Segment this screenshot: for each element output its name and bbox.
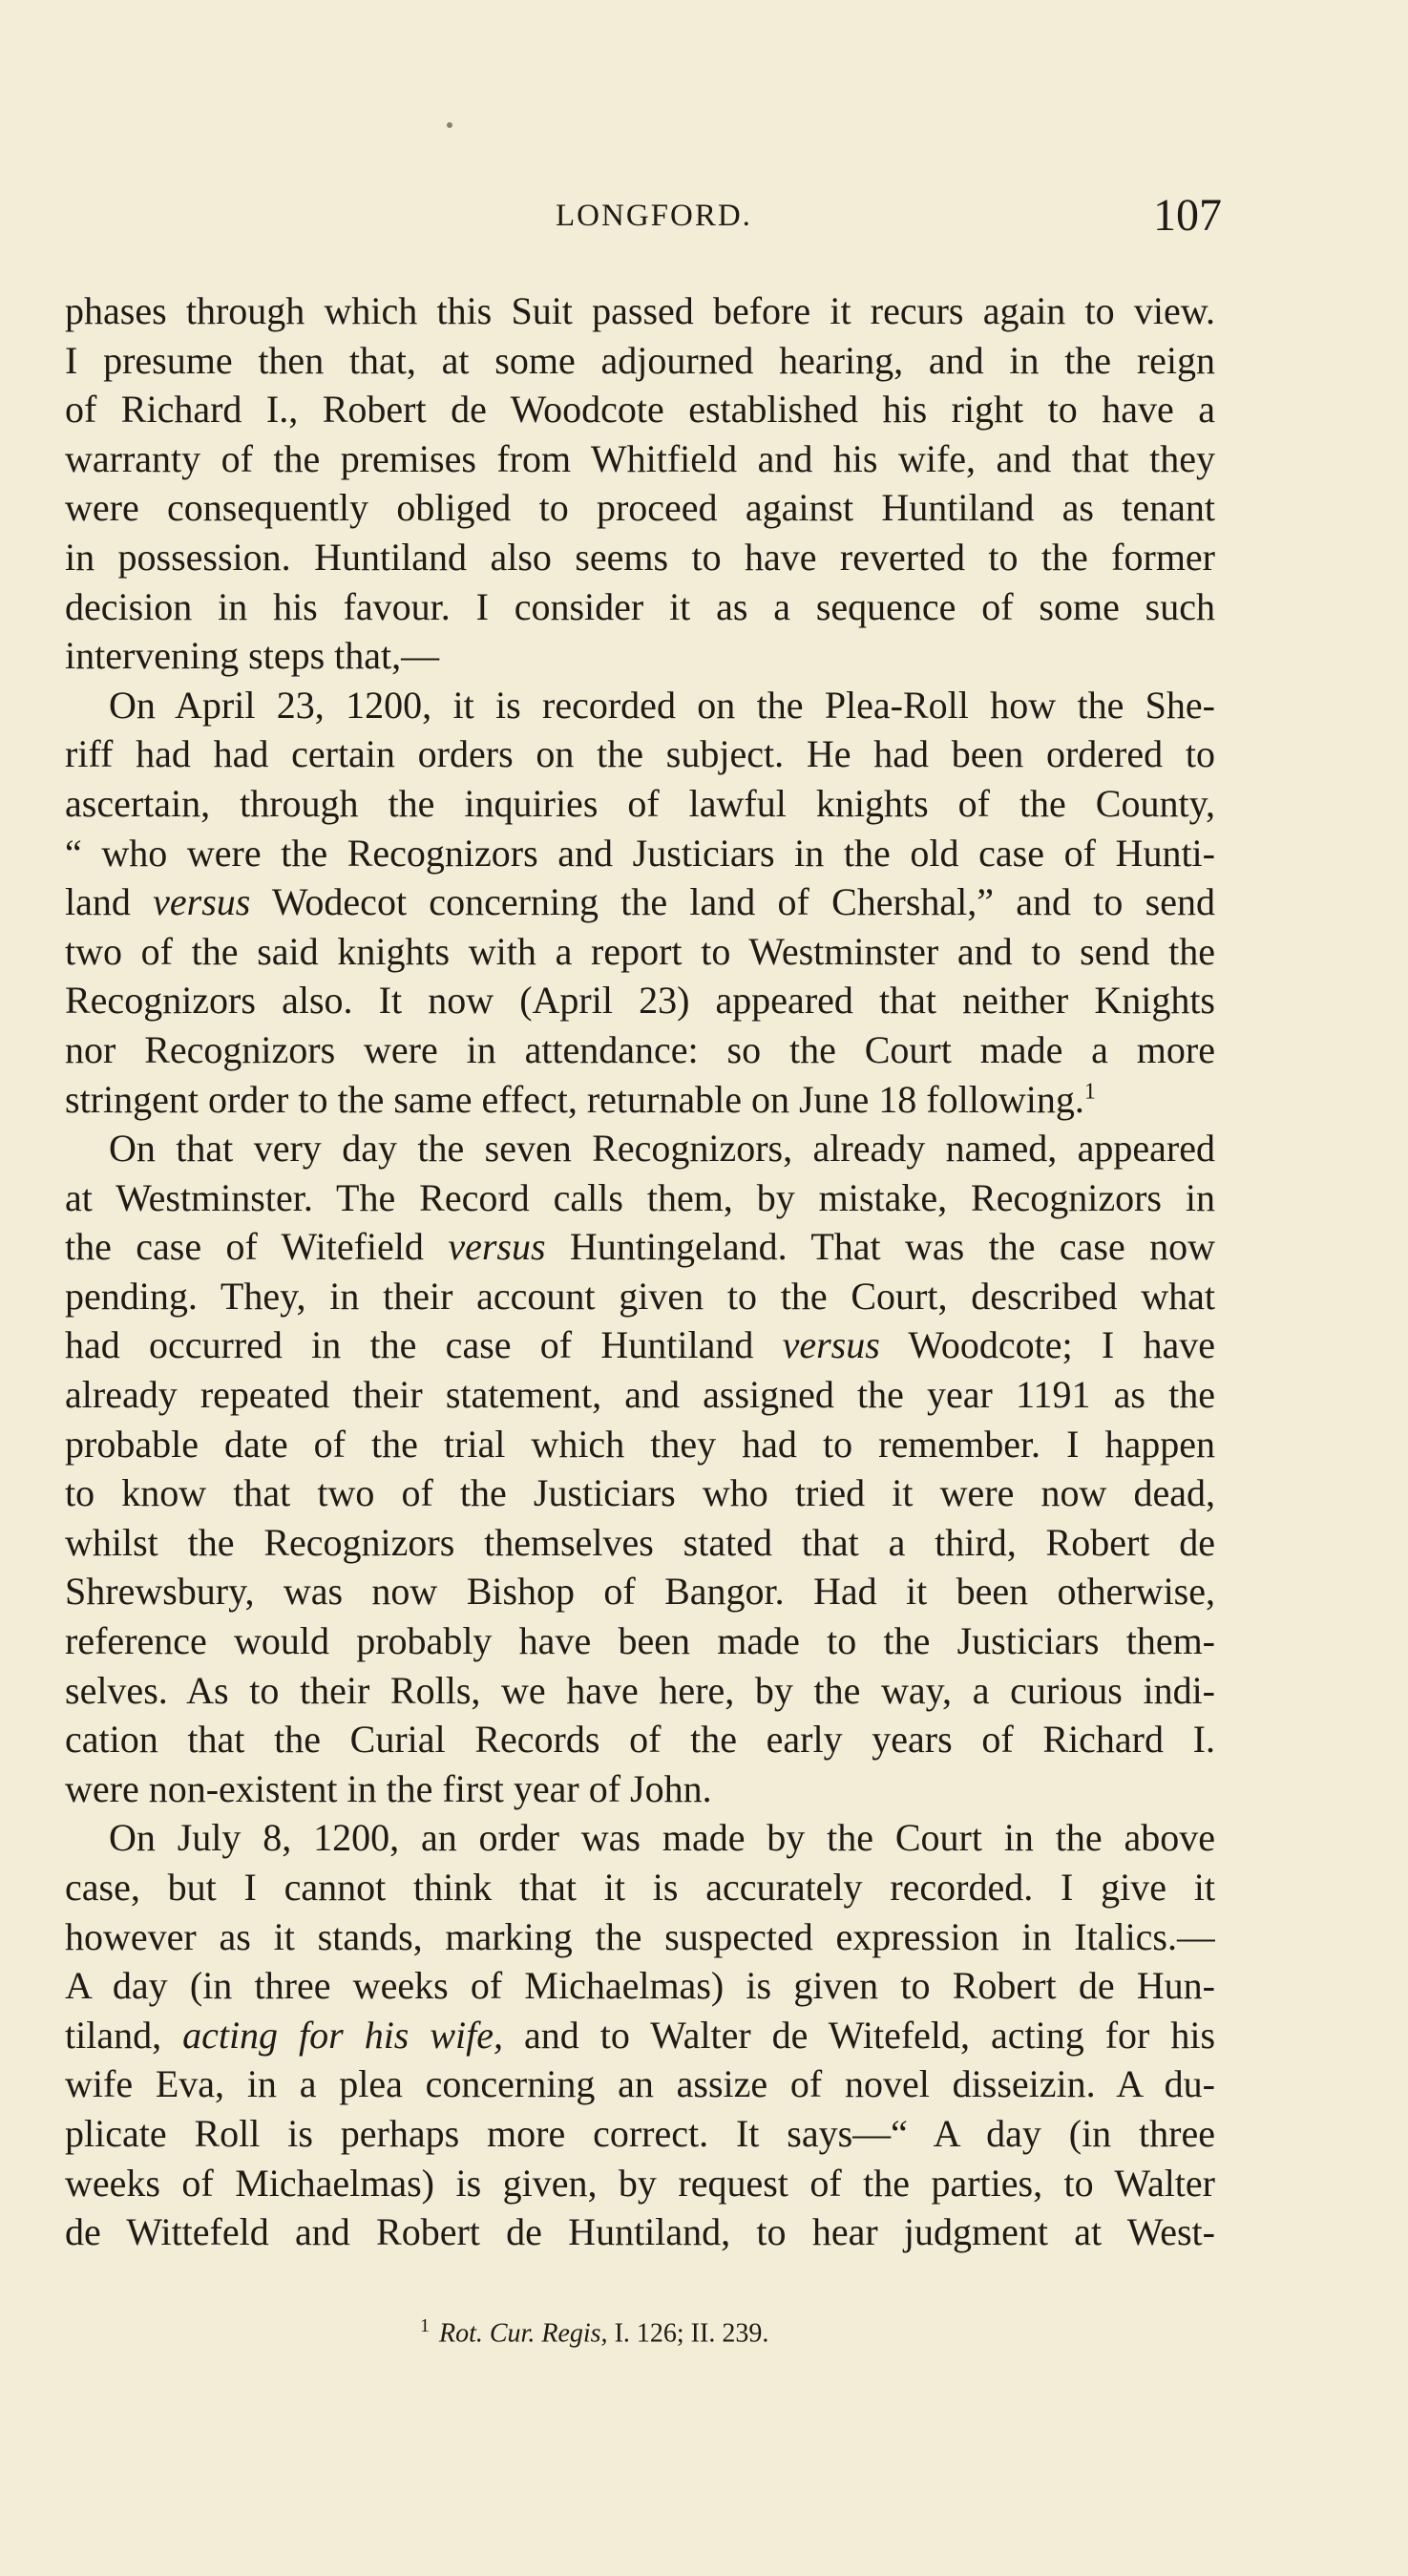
- line-text: ascertain, through the inquiries of lawful knights of the County,: [65, 781, 1215, 825]
- text-line: [65, 434, 1215, 484]
- text-line: [65, 1468, 1215, 1518]
- printing-mark: [447, 122, 452, 128]
- text-line: [65, 1863, 1215, 1912]
- text-line: [65, 829, 1215, 878]
- line-text: in possession. Huntiland also seems to have reverted to the former: [65, 535, 1215, 579]
- footnote: [420, 2315, 768, 2349]
- line-text: A day (in three weeks of Michaelmas) is given to Robert de Hun-: [65, 1964, 1215, 2008]
- footnote-ref: 1: [1083, 1079, 1096, 1105]
- text-line: [65, 483, 1215, 533]
- line-text: and to Walter de Witefeld, acting for his: [503, 2013, 1215, 2057]
- line-text: two of the said knights with a report to Westminster and to send the: [65, 929, 1215, 973]
- text-line: [65, 1715, 1215, 1764]
- text-line: [65, 1961, 1215, 2011]
- line-text: reference would probably have been made to the Justiciars them-: [65, 1619, 1215, 1663]
- text-line: [65, 533, 1215, 582]
- text-line: [65, 927, 1215, 977]
- line-text: Shrewsbury, was now Bishop of Bangor. Had it been otherwise,: [65, 1570, 1215, 1614]
- line-italic: versus: [448, 1225, 546, 1269]
- line-text: decision in his favour. I consider it as a sequence of some such: [65, 584, 1215, 628]
- line-text: were consequently obliged to proceed against Huntiland as tenant: [65, 486, 1215, 530]
- footnote-citation: I. 126; II. 239.: [607, 2318, 769, 2349]
- text-line: [65, 1320, 1215, 1370]
- line-text: pending. They, in their account given to the Court, described what: [65, 1274, 1215, 1318]
- text-line: [65, 1173, 1215, 1223]
- line-text: de Wittefeld and Robert de Huntiland, to hear judgment at West-: [65, 2210, 1215, 2254]
- text-line: [65, 1025, 1215, 1075]
- line-text: at Westminster. The Record calls them, by mistake, Recognizors in: [65, 1175, 1215, 1219]
- text-line: [65, 2059, 1215, 2109]
- footnote-mark: 1: [420, 2315, 430, 2336]
- line-text: riff had had certain orders on the subject. He had been ordered to: [65, 732, 1215, 776]
- line-text: had occurred in the case of Huntiland: [65, 1323, 783, 1367]
- line-text: whilst the Recognizors themselves stated that a third, Robert de: [65, 1520, 1215, 1564]
- line-italic: acting for his wife,: [182, 2013, 504, 2057]
- line-text: weeks of Michaelmas) is given, by request of the parties, to Walter: [65, 2161, 1215, 2205]
- text-line: [65, 877, 1215, 927]
- text-line: [65, 1420, 1215, 1469]
- text-line: [65, 1666, 1215, 1716]
- line-text: already repeated their statement, and assigned the year 1191 as the: [65, 1373, 1215, 1417]
- line-text: I presume then that, at some adjourned hearing, and in the reign: [65, 338, 1215, 382]
- text-line: [65, 1912, 1215, 1962]
- line-text: Woodcote; I have: [879, 1323, 1215, 1367]
- text-line: [65, 1124, 1215, 1173]
- page-number: 107: [1153, 190, 1222, 241]
- text-line: [65, 1813, 1215, 1863]
- text-line: [65, 2109, 1215, 2159]
- text-line: [65, 385, 1215, 434]
- line-text: selves. As to their Rolls, we have here, by the way, a curious indi-: [65, 1668, 1215, 1712]
- line-text: case, but I cannot think that it is accurately recorded. I give it: [65, 1866, 1215, 1909]
- line-text: “ who were the Recognizors and Justiciars in the old case of Hunti-: [65, 831, 1215, 875]
- line-text: Huntingeland. That was the case now: [545, 1225, 1215, 1269]
- footnote-citation-italic: Rot. Cur. Regis,: [439, 2318, 608, 2349]
- text-line: [65, 1764, 1215, 1814]
- text-line: [65, 1075, 1215, 1125]
- line-text: tiland,: [65, 2013, 183, 2057]
- text-line: [65, 1370, 1215, 1420]
- text-line: [65, 631, 1215, 681]
- running-head: LONGFORD.: [556, 199, 752, 233]
- text-line: [65, 1567, 1215, 1616]
- text-line: [65, 286, 1215, 336]
- text-line: [65, 1518, 1215, 1568]
- line-text: On July 8, 1200, an order was made by the Court in the above: [109, 1816, 1215, 1860]
- line-text: warranty of the premises from Whitfield and his wife, and that they: [65, 436, 1215, 480]
- line-text: On that very day the seven Recognizors, already named, appeared: [109, 1127, 1215, 1171]
- body-text: [65, 286, 1215, 2257]
- line-text: nor Recognizors were in attendance: so the Court made a more: [65, 1027, 1215, 1071]
- line-text: were non-existent in the first year of John.: [65, 1766, 712, 1810]
- text-line: [65, 976, 1215, 1025]
- line-italic: versus: [782, 1323, 880, 1367]
- line-text: intervening steps that,—: [65, 634, 440, 678]
- text-line: [65, 336, 1215, 386]
- text-line: [65, 2159, 1215, 2208]
- line-text: Wodecot concerning the land of Chershal,” and to send: [250, 880, 1215, 924]
- text-line: [65, 681, 1215, 730]
- line-text: Recognizors also. It now (April 23) appeared that neither Knights: [65, 979, 1215, 1023]
- line-text: the case of Witefield: [65, 1225, 449, 1269]
- line-text: cation that the Curial Records of the early years of Richard I.: [65, 1718, 1215, 1762]
- line-text: stringent order to the same effect, returnable on June 18 following.: [65, 1077, 1084, 1121]
- text-line: [65, 2207, 1215, 2257]
- text-line: [65, 1272, 1215, 1321]
- text-line: [65, 582, 1215, 632]
- text-line: [65, 2011, 1215, 2060]
- text-line: [65, 729, 1215, 779]
- line-text: of Richard I., Robert de Woodcote established his right to have a: [65, 388, 1215, 432]
- line-text: phases through which this Suit passed before it recurs again to view.: [65, 289, 1215, 332]
- line-text: probable date of the trial which they had to remember. I happen: [65, 1422, 1215, 1466]
- line-text: however as it stands, marking the suspected expression in Italics.—: [65, 1914, 1215, 1958]
- line-text: to know that two of the Justiciars who tried it were now dead,: [65, 1471, 1215, 1515]
- text-line: [65, 1616, 1215, 1666]
- line-text: wife Eva, in a plea concerning an assize of novel disseizin. A du-: [65, 2062, 1215, 2106]
- line-text: plicate Roll is perhaps more correct. It says—“ A day (in three: [65, 2111, 1215, 2155]
- text-line: [65, 779, 1215, 829]
- text-line: [65, 1222, 1215, 1272]
- line-text: land: [65, 880, 154, 924]
- line-italic: versus: [153, 880, 251, 924]
- line-text: On April 23, 1200, it is recorded on the Plea-Roll how the She-: [109, 683, 1215, 727]
